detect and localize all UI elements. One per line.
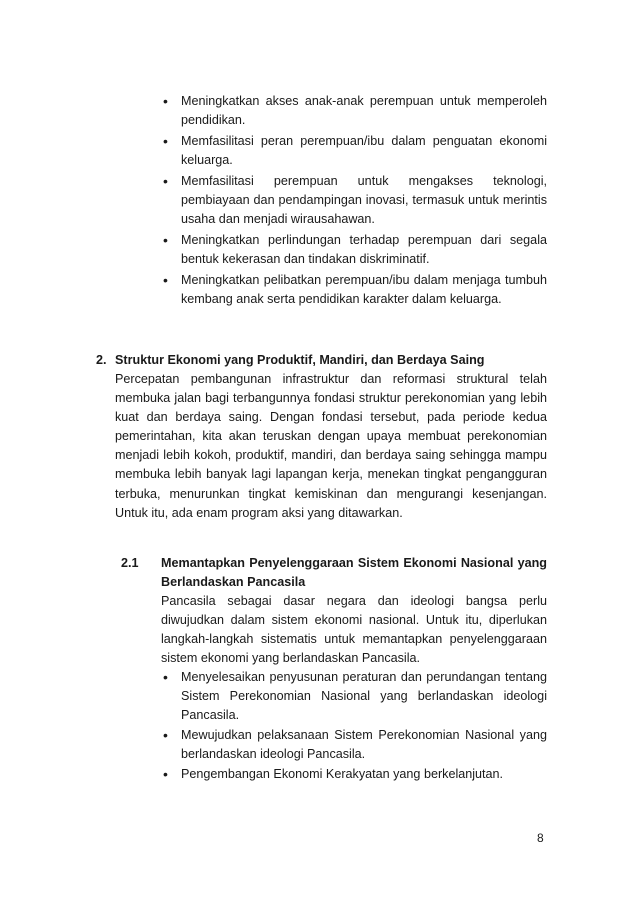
subsection-paragraph: Pancasila sebagai dasar negara dan ideologi bangsa perlu diwujudkan dalam sistem ekonomi nasional. Untuk itu, diperlukan langkah-langkah sistematis untuk memantapkan penyelenggaraan sistem ekonomi yang berlandaskan Pancasila. — [161, 594, 547, 666]
list-item: • Meningkatkan akses anak-anak perempuan untuk memperoleh pendidikan. — [181, 92, 547, 130]
subsection-bullet-list — [181, 668, 547, 785]
section-number: 2. — [96, 353, 107, 367]
list-item: • Mewujudkan pelaksanaan Sistem Perekonomian Nasional yang berlandaskan ideologi Pancasila. — [181, 726, 547, 764]
subsection-number: 2.1 — [121, 556, 139, 570]
list-item: • Memfasilitasi perempuan untuk mengakses teknologi, pembiayaan dan pendampingan inovasi, termasuk untuk merintis usaha dan menjadi wirausahawan. — [181, 172, 547, 229]
page-number: 8 — [537, 831, 544, 845]
list-item: • Memfasilitasi peran perempuan/ibu dalam penguatan ekonomi keluarga. — [181, 132, 547, 170]
section-title: Struktur Ekonomi yang Produktif, Mandiri, dan Berdaya Saing — [115, 353, 485, 367]
section-paragraph: Percepatan pembangunan infrastruktur dan reformasi struktural telah membuka jalan bagi terbangunnya fondasi struktur perekonomian yang lebih kuat dan berdaya saing. Dengan fondasi tersebut, pada periode kedua pemerintahan, kita akan teruskan dengan upaya membuat perekonomian menjadi lebih kokoh, produktif, mandiri, dan berdaya saing sehingga mampu membuka lebih banyak lagi lapangan kerja, menekan tingkat pengangguran terbuka, menurunkan tingkat kemiskinan dan mengurangi kesenjangan. Untuk itu, ada enam program aksi yang ditawarkan. — [115, 372, 547, 520]
subsection-title: Memantapkan Penyelenggaraan Sistem Ekonomi Nasional yang Berlandaskan Pancasila — [161, 556, 547, 589]
list-item: • Pengembangan Ekonomi Kerakyatan yang berkelanjutan. — [181, 765, 547, 784]
list-item: • Meningkatkan pelibatkan perempuan/ibu dalam menjaga tumbuh kembang anak serta pendidikan karakter dalam keluarga. — [181, 271, 547, 309]
top-bullet-list — [181, 92, 547, 311]
list-item: • Menyelesaikan penyusunan peraturan dan perundangan tentang Sistem Perekonomian Nasional yang berlandaskan ideologi Pancasila. — [181, 668, 547, 725]
list-item: • Meningkatkan perlindungan terhadap perempuan dari segala bentuk kekerasan dan tindakan diskriminatif. — [181, 231, 547, 269]
